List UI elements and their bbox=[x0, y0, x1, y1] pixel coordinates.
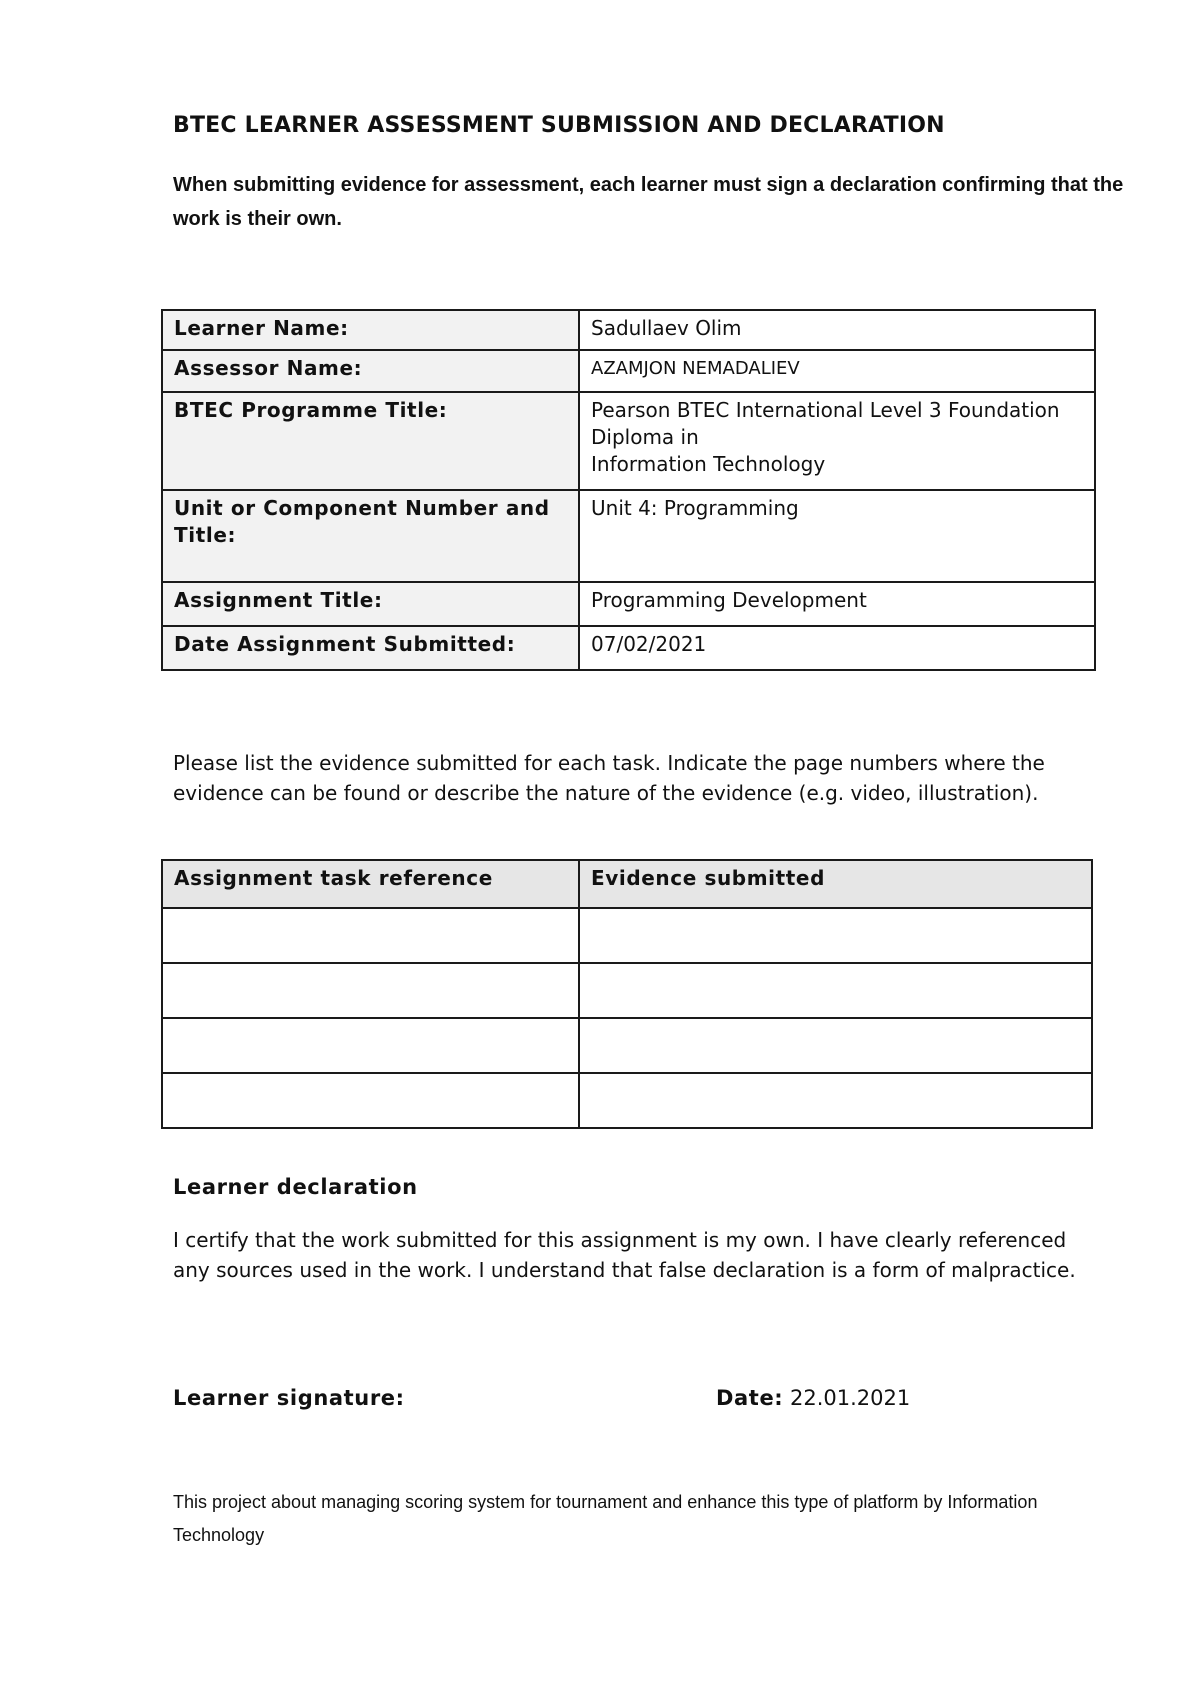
assessor-name-value: AZAMJON NEMADALIEV bbox=[579, 350, 1095, 392]
table-row bbox=[162, 310, 1095, 350]
table-row bbox=[162, 1073, 1092, 1128]
table-row bbox=[162, 1018, 1092, 1073]
date-submitted-label: Date Assignment Submitted: bbox=[162, 626, 579, 670]
evidence-cell[interactable] bbox=[579, 963, 1092, 1018]
evidence-submitted-header: Evidence submitted bbox=[579, 860, 1092, 908]
evidence-cell[interactable] bbox=[579, 908, 1092, 963]
document-title: BTEC LEARNER ASSESSMENT SUBMISSION AND DECLARATION bbox=[173, 113, 945, 138]
signature-label: Learner signature: bbox=[173, 1386, 405, 1410]
declaration-date bbox=[716, 1386, 910, 1410]
assignment-title-value: Programming Development bbox=[579, 582, 1095, 626]
unit-title-label: Unit or Component Number and Title: bbox=[162, 490, 579, 582]
learner-info-table bbox=[161, 309, 1096, 671]
declaration-text: I certify that the work submitted for this assignment is my own. I have clearly referenced any sources used in the work. I understand that false declaration is a form of malpractice. bbox=[173, 1228, 1076, 1282]
evidence-cell[interactable] bbox=[579, 1018, 1092, 1073]
unit-title-value: Unit 4: Programming bbox=[579, 490, 1095, 582]
task-reference-header: Assignment task reference bbox=[162, 860, 579, 908]
date-value: 22.01.2021 bbox=[789, 1386, 911, 1410]
programme-title-label: BTEC Programme Title: bbox=[162, 392, 579, 490]
table-row bbox=[162, 963, 1092, 1018]
evidence-instruction: Please list the evidence submitted for each task. Indicate the page numbers where the evidence can be found or describe the nature of the evidence (e.g. video, illustration). bbox=[173, 751, 1045, 805]
learner-name-value: Sadullaev Olim bbox=[579, 310, 1095, 350]
task-reference-cell[interactable] bbox=[162, 1018, 579, 1073]
table-row bbox=[162, 350, 1095, 392]
table-row bbox=[162, 392, 1095, 490]
programme-title-value: Pearson BTEC International Level 3 Foundation Diploma in Information Technology bbox=[579, 392, 1095, 490]
table-row bbox=[162, 908, 1092, 963]
task-reference-cell[interactable] bbox=[162, 908, 579, 963]
learner-name-label: Learner Name: bbox=[162, 310, 579, 350]
table-row bbox=[162, 582, 1095, 626]
date-submitted-value: 07/02/2021 bbox=[579, 626, 1095, 670]
intro-text: When submitting evidence for assessment, each learner must sign a declaration confirming that the work is their own. bbox=[173, 174, 1124, 230]
assignment-title-label: Assignment Title: bbox=[162, 582, 579, 626]
evidence-table bbox=[161, 859, 1093, 1129]
table-row bbox=[162, 490, 1095, 582]
project-note: This project about managing scoring system for tournament and enhance this type of platform by Information Technology bbox=[173, 1492, 1038, 1545]
declaration-heading: Learner declaration bbox=[173, 1175, 418, 1199]
date-label: Date: bbox=[716, 1386, 784, 1410]
table-row bbox=[162, 626, 1095, 670]
task-reference-cell[interactable] bbox=[162, 1073, 579, 1128]
evidence-header-row bbox=[162, 860, 1092, 908]
evidence-cell[interactable] bbox=[579, 1073, 1092, 1128]
assessor-name-label: Assessor Name: bbox=[162, 350, 579, 392]
task-reference-cell[interactable] bbox=[162, 963, 579, 1018]
